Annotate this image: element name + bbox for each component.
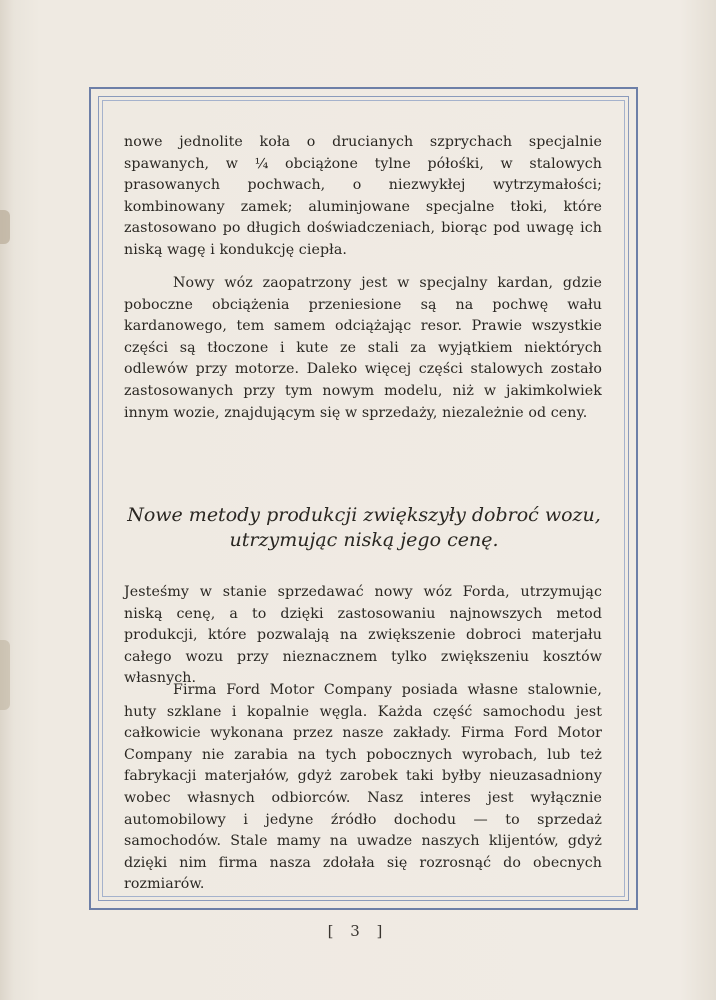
paragraph-text: Firma Ford Motor Company posiada własne stalownie, huty szklane i kopalnie węgla. Każda część samochodu jest całkowicie wykonana przez nasze zakłady. Firma Ford Motor Company nie zarabia na tych pobocznych wyrobach, lub też fabrykacji materjałów, gdyż zarobek taki byłby nieuzasadniony wobec własnych odbiorców. Nasz interes jest wyłącznie automobilowy i jedyne źródło dochodu — to sprzedaż samochodów. Stale mamy na uwadze naszych klijentów, gdyż dzięki nim firma nasza zdołała się rozrosnąć do obecnych rozmiarów. xyxy=(124,682,602,893)
page-edge-stain xyxy=(0,210,10,244)
paragraph-kardan xyxy=(124,273,602,424)
page-number: [ 3 ] xyxy=(327,922,389,940)
section-heading-line-1: Nowe metody produkcji zwiększyły dobroć wozu, xyxy=(127,504,601,526)
section-heading xyxy=(114,503,614,553)
paragraph-text: Jesteśmy w stanie sprzedawać nowy wóz Forda, utrzymując niską cenę, a to dzięki zastosowaniu najnowszych metod produkcji, które pozwalają na zwiększenie dobroci materjału całego wozu przy nieznacznem tylko zwiększeniu kosztów własnych. xyxy=(124,584,602,687)
paragraph-text: nowe jednolite koła o drucianych szprychach specjalnie spawanych, w ¼ obciążone tylne półośki, w stalowych prasowanych pochwach, o niezwykłej wytrzymałości; kombinowany zamek; aluminjowane specjalne tłoki, które zastosowano po długich doświadczeniach, biorąc pod uwagę ich niską wagę i kondukcję ciepła. xyxy=(124,134,602,258)
section-heading-line-2: utrzymując niską jego cenę. xyxy=(229,529,499,551)
paragraph-production xyxy=(124,582,602,690)
page-edge-stain xyxy=(0,640,10,710)
paragraph-text: Nowy wóz zaopatrzony jest w specjalny kardan, gdzie poboczne obciążenia przeniesione są na pochwę wału kardanowego, tem samem odciążając resor. Prawie wszystkie części są tłoczone i kute ze stali za wyjątkiem niektórych odlewów przy motorze. Daleko więcej części stalowych zostało zastosowanych przy tym nowym modelu, niż w jakimkolwiek innym wozie, znajdującym się w sprzedaży, niezależnie od ceny. xyxy=(124,275,602,421)
paragraph-continued xyxy=(124,132,602,262)
paragraph-ford-company xyxy=(124,680,602,896)
